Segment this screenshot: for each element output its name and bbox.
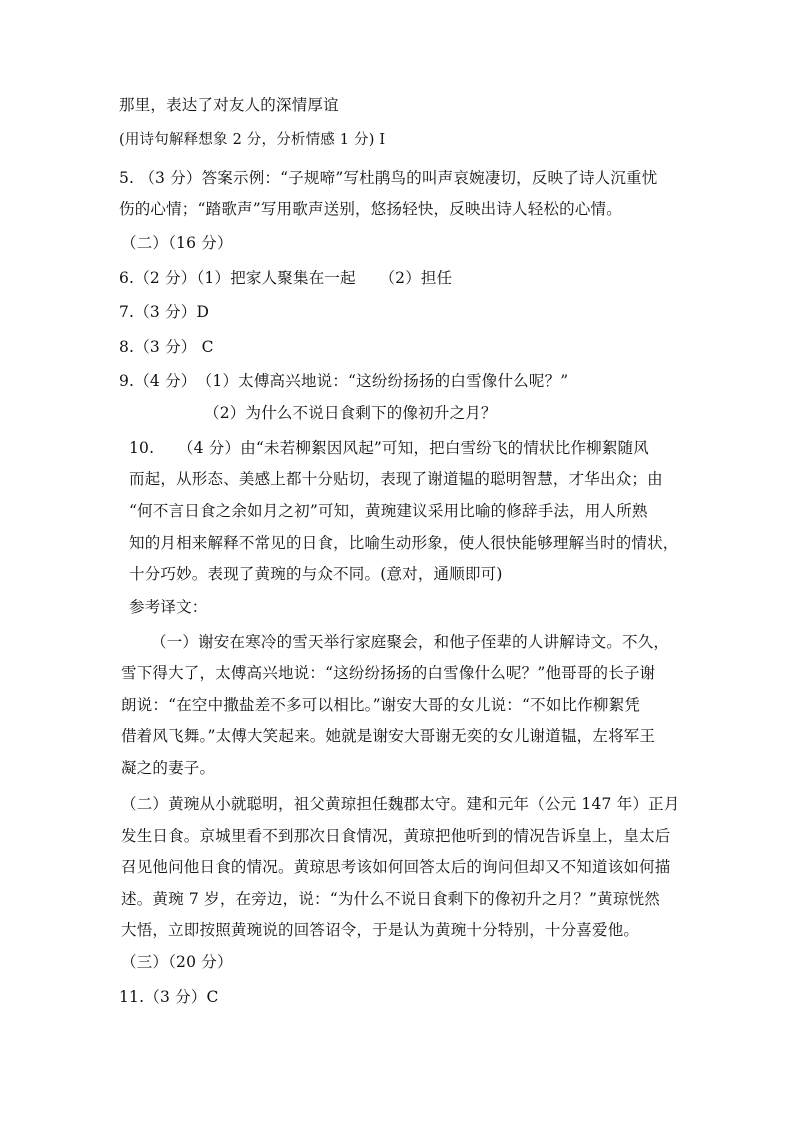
text-line: 雪下得大了，太傅高兴地说：“这纷纷扬扬的白雪像什么呢？”他哥哥的长子谢 [121,664,656,682]
text-line: 9.（4 分） （1）太傅高兴地说：“这纷纷扬扬的白雪像什么呢？” [119,372,569,390]
text-line: 而起，从形态、美感上都十分贴切，表现了谢道韫的聪明智慧，才华出众；由 [129,470,663,488]
text-line: 11.（3 分）C [119,988,219,1006]
section-heading: （二）（16 分） [121,234,233,252]
text-line: “何不言日食之余如月之初”可知，黄琬建议采用比喻的修辞手法，用人所熟 [129,502,648,520]
text-line: （2）为什么不说日食剩下的像初升之月？ [204,404,497,422]
text-line: 十分巧妙。表现了黄琬的与众不同。(意对，通顺即可) [129,565,503,583]
text-line: 8.（3 分） C [119,338,214,356]
text-line: 述。黄琬 7 岁，在旁边，说：“为什么不说日食剩下的像初升之月？”黄琼恍然 [121,890,660,908]
section-heading: （三）（20 分） [121,953,233,971]
text-line: （二）黄琬从小就聪明，祖父黄琼担任魏郡太守。建和元年（公元 147 年）正月 [121,795,680,813]
text-line: 6.（2 分）（1）把家人聚集在一起 （2）担任 [119,269,453,287]
text-line: 朗说：“在空中撒盐差不多可以相比。”谢安大哥的女儿说：“不如比作柳絮凭 [121,696,641,714]
text-line: （一）谢安在寒冷的雪天举行家庭聚会，和他子侄辈的人讲解诗文。不久， [151,633,670,651]
text-line: 伤的心情；“踏歌声”写用歌声送别，悠扬轻快，反映出诗人轻松的心情。 [119,200,622,218]
text-line: 知的月相来解释不常见的日食，比喻生动形象，使人很快能够理解当时的情状， [129,534,679,552]
text-line: 7.（3 分）D [119,303,210,321]
section-heading: 参考译文： [129,598,208,616]
text-line: 凝之的妻子。 [121,759,216,777]
text-line: 大悟，立即按照黄琬说的回答诏令，于是认为黄琬十分特别，十分喜爱他。 [121,921,640,939]
text-line: 10. （4 分）由“未若柳絮因风起”可知，把白雪纷飞的情状比作柳絮随风 [129,439,649,457]
text-line: 那里，表达了对友人的深情厚谊 [119,96,339,114]
text-line: 发生日食。京城里看不到那次日食情况，黄琼把他听到的情况告诉皇上，皇太后 [121,827,671,845]
text-line: 召见他问他日食的情况。黄琼思考该如何回答太后的询问但却又不知道该如何描 [121,858,671,876]
text-line: (用诗句解释想象 2 分，分析情感 1 分) I [119,132,386,148]
text-line: 5. （3 分）答案示例：“子规啼”写杜鹃鸟的叫声哀婉凄切，反映了诗人沉重忧 [119,169,658,187]
text-line: 借着风飞舞。”太傅大笑起来。她就是谢安大哥谢无奕的女儿谢道韫，左将军王 [121,727,656,745]
